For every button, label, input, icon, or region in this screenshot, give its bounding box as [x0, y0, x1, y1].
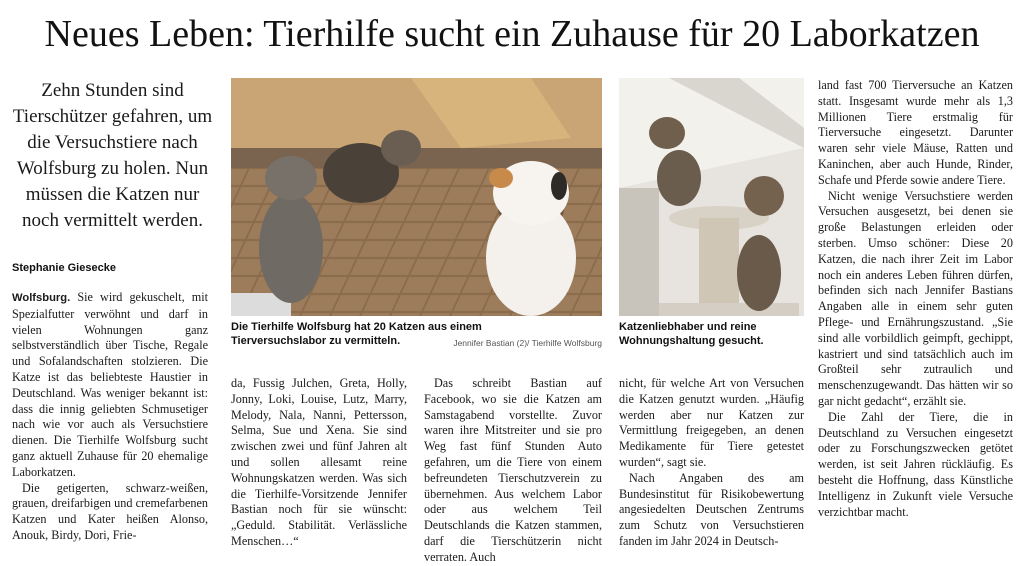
- paragraph: Nicht wenige Versuchstiere werden Versuchen ausgesetzt, bei denen sie große Belastungen erleiden oder sterben. Umso schöner: Diese 20 Katzen, die nach ihrer Zeit im Labor noch ein anderes Leben führen dürfen, befinden sich nach Jennifer Bastians Angaben alle in einem sehr guten Pflege- und Ernährungszustand. „Sie sind alle vorbildlich geimpft, gechippt, kastriert und sind tatsächlich auch im Großteil sehr zutraulich und menschenzugewandt. Das hätten wir so gar nicht gedacht“, erzählt sie.: [818, 188, 1013, 408]
- dateline: Wolfsburg.: [12, 292, 71, 304]
- photo-cats-room-image: [231, 78, 602, 316]
- article-column-1: [12, 290, 208, 544]
- paragraph: Nach Angaben des am Bundesinstitut für Risikobewertung angesiedelten Deutschen Zentrums zum Schutz von Versuchstieren fanden im Jahr 2024 in Deutsch-: [619, 470, 804, 548]
- photo-cats-post-image: [619, 78, 804, 316]
- article-column-3: [424, 376, 602, 566]
- article-column-4: [619, 376, 804, 550]
- author-byline: Stephanie Giesecke: [12, 262, 116, 274]
- paragraph: da, Fussig Julchen, Greta, Holly, Jonny, Loki, Louise, Lutz, Marry, Melody, Nala, Nanni, Pettersson, Selma, Sue und Xena. Sie sind zwischen zwei und fünf Jahren alt und sollen allesamt reine Wohnungskatzen werden. Was sich die Tierhilfe-Vorsitzende Jennifer Bastian noch für sie wünscht: „Geduld. Stabilität. Verlässliche Menschen…“: [231, 376, 407, 548]
- photo-credit: Jennifer Bastian (2)/ Tierhilfe Wolfsburg: [453, 338, 602, 348]
- paragraph: Die Zahl der Tiere, die in Deutschland zu Versuchen eingesetzt oder zu Forschungszwecken getötet werden, ist seit Jahren rückläufig. Es besteht die Hoffnung, dass Künstliche Intelligenz in Zukunft viele Versuche verzichtbar macht.: [818, 409, 1013, 519]
- paragraph: [12, 290, 208, 481]
- photo-cats-scratching-post: [619, 78, 804, 316]
- photo-cats-room: [231, 78, 602, 316]
- paragraph: Das schreibt Bastian auf Facebook, wo sie die Katzen am Samstagabend vorstellte. Zuvor waren ihre Mitstreiter und sie pro Weg fast fünf Stunden Auto gefahren, um die Tiere von einem befreundeten Tierschutzverein zu übernehmen. Aus welchem Labor oder aus welchem Teil Deutschlands die Katzen stammen, darf die Tierschützerin nicht verraten. Auch: [424, 376, 602, 564]
- article-column-5: [818, 78, 1013, 520]
- paragraph: land fast 700 Tierversuche an Katzen statt. Insgesamt wurde mehr als 1,3 Millionen Tiere erstmalig für Tierversuche eingesetzt. Darunter waren sehr viele Mäuse, Ratten und Kaninchen, aber auch Hunde, Rinder, Schafe und Pferde sowie andere Tiere.: [818, 78, 1013, 187]
- intro-teaser: Zehn Stunden sind Tierschützer gefahren, um die Versuchstiere nach Wolfsburg zu holen. Nun müssen die Katzen nur noch vermittelt werden.: [12, 80, 213, 231]
- paragraph: nicht, für welche Art von Versuchen die Katzen genutzt wurden. „Häufig werden aber nur Katzen zur Vermittlung freigegeben, an denen Medikamente für Tiere getestet wurden“, sagt sie.: [619, 376, 804, 469]
- headline: Neues Leben: Tierhilfe sucht ein Zuhause für 20 Laborkatzen: [44, 13, 980, 55]
- photo-caption-2: Katzenliebhaber und reine Wohnungshaltung gesucht.: [619, 321, 764, 347]
- paragraph-text: Sie wird gekuschelt, mit Spezialfutter verwöhnt und darf in vielen Wohnungen ganz selbstverständlich über Tische, Regale und Sofalandschaften stolzieren. Die Katze ist das beliebteste Haustier in Deutschland. Was weniger bekannt ist: dass die innig geliebten Schmusetiger nach wie vor auch als Versuchstiere dienen. Die Tierhilfe Wolfsburg sucht ganz aktuell Zuhause für 20 ehemalige Laborkatzen.: [12, 290, 208, 479]
- photo-caption-1: Die Tierhilfe Wolfsburg hat 20 Katzen aus einem Tierversuchslabor zu vermitteln.: [231, 321, 482, 347]
- paragraph: Die getigerten, schwarz-weißen, grauen, dreifarbigen und cremefarbenen Katzen und Kater heißen Alonso, Anouk, Birdy, Dori, Frie-: [12, 480, 208, 542]
- article-column-2: [231, 376, 407, 550]
